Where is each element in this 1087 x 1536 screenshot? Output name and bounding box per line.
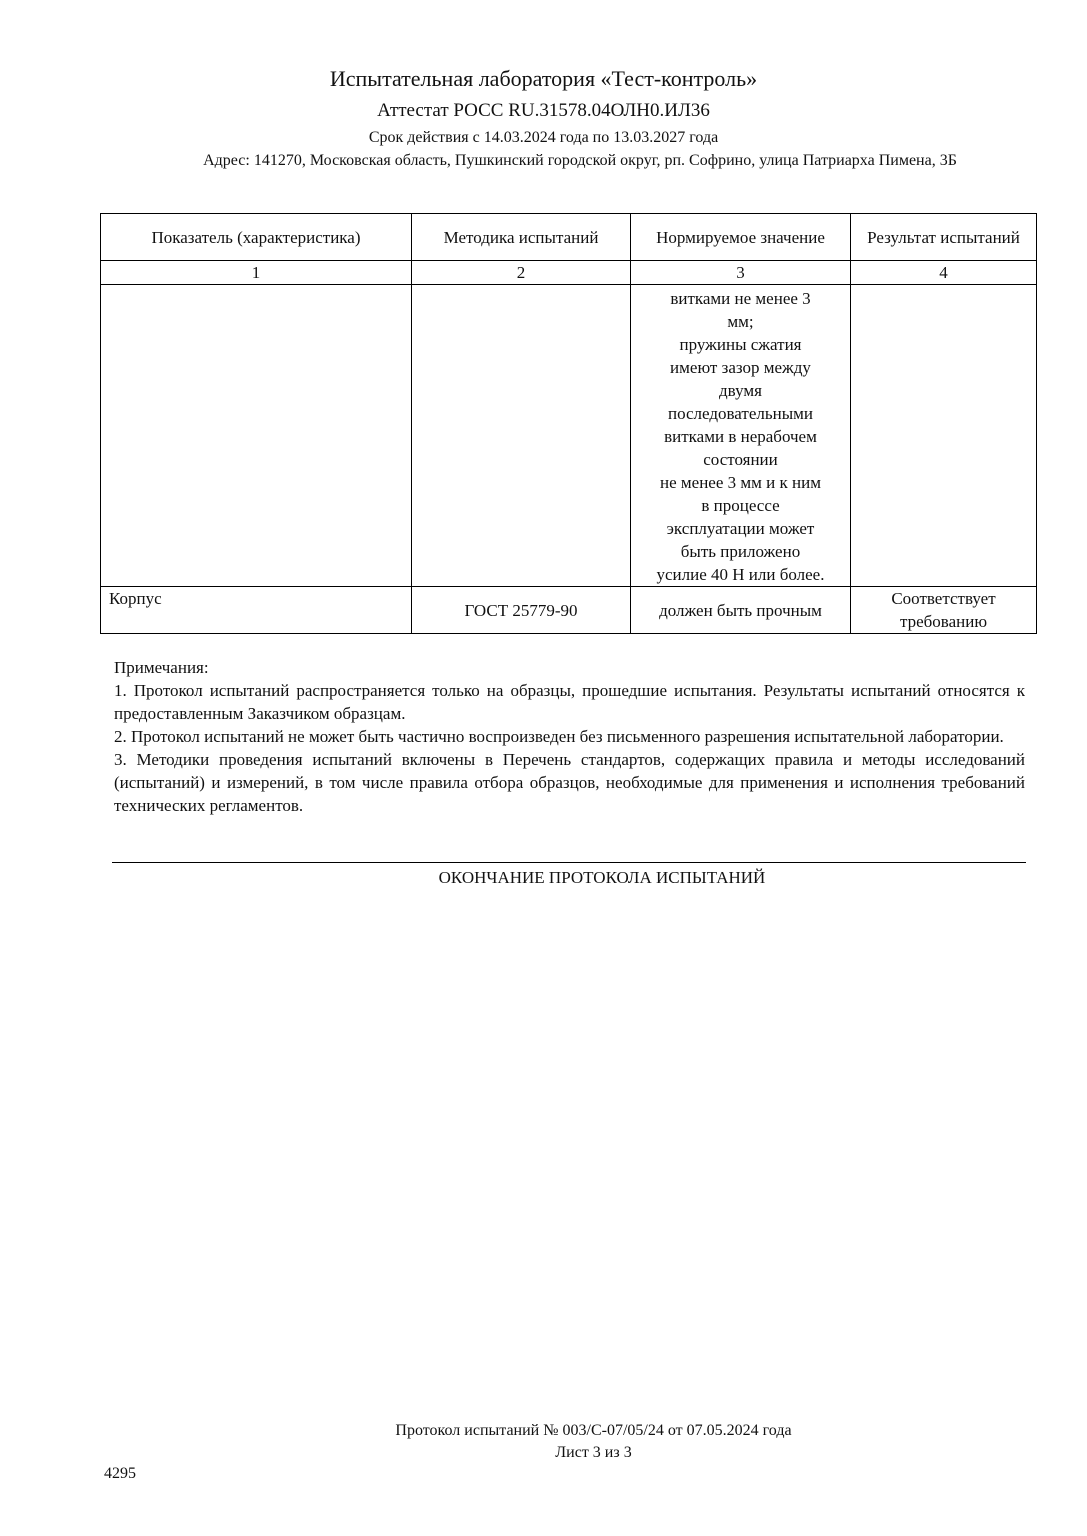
notes-section [114, 656, 1025, 817]
results-table [100, 213, 1037, 634]
divider [112, 862, 1026, 863]
norm-cell: должен быть прочным [631, 587, 851, 634]
norm-line: мм; [727, 312, 754, 331]
footer-sheet: Лист 3 из 3 [555, 1444, 632, 1461]
method-cell: ГОСТ 25779-90 [412, 587, 631, 634]
norm-line: пружины сжатия [679, 335, 802, 354]
norm-line: последовательными [667, 404, 813, 423]
method-cell [412, 285, 631, 587]
column-header: Нормируемое значение [631, 214, 851, 261]
certificate-validity: Срок действия с 14.03.2024 года по 13.03.2027 года [368, 129, 719, 146]
norm-line: быть приложено [680, 542, 801, 561]
note-item: 1. Протокол испытаний распространяется только на образцы, прошедшие испытания. Результаты испытаний относятся к предоставленным Заказчиком образцам. [114, 681, 1025, 723]
end-of-protocol-title: ОКОНЧАНИЕ ПРОТОКОЛА ИСПЫТАНИЙ [438, 868, 766, 887]
lab-title: Испытательная лаборатория «Тест-контроль» [329, 66, 758, 91]
norm-line: усилие 40 Н или более. [656, 565, 825, 584]
table-row [101, 587, 1037, 634]
norm-cell [631, 285, 851, 587]
column-number: 2 [412, 261, 631, 285]
column-number: 3 [631, 261, 851, 285]
result-cell [851, 285, 1037, 587]
characteristic-cell [101, 285, 412, 587]
note-item: 3. Методики проведения испытаний включены в Перечень стандартов, содержащих правила и методы исследований (испытаний) и измерений, в том числе правила отбора образцов, необходимые для применения и исполнения требований технических регламентов. [114, 750, 1025, 815]
column-header: Показатель (характеристика) [101, 214, 412, 261]
norm-line: витками в нерабочем [664, 427, 817, 446]
norm-line: в процессе [701, 496, 780, 515]
norm-line: эксплуатации может [666, 519, 815, 538]
certificate-number: Аттестат РОСС RU.31578.04ОЛН0.ИЛ36 [377, 100, 710, 121]
column-header: Результат испытаний [851, 214, 1037, 261]
norm-line: двумя [719, 381, 762, 400]
column-number: 4 [851, 261, 1037, 285]
characteristic-cell: Корпус [101, 587, 412, 634]
column-number: 1 [101, 261, 412, 285]
norm-line: не менее 3 мм и к ним [660, 473, 821, 492]
result-cell: Соответствует требованию [851, 587, 1037, 634]
norm-line: витками не менее 3 [670, 289, 811, 308]
footer-protocol: Протокол испытаний № 003/С-07/05/24 от 07.05.2024 года [395, 1422, 792, 1439]
norm-line: состоянии [703, 450, 778, 469]
column-number-row [101, 261, 1037, 285]
lab-address: Адрес: 141270, Московская область, Пушкинский городской округ, рп. Софрино, улица Патриарха Пимена, 3Б [203, 152, 957, 169]
page-code: 4295 [104, 1465, 136, 1482]
notes-title: Примечания: [114, 658, 209, 677]
table-header-row [101, 214, 1037, 261]
table-row [101, 285, 1037, 587]
note-item: 2. Протокол испытаний не может быть частично воспроизведен без письменного разрешения испытательной лаборатории. [114, 727, 1004, 746]
norm-line: имеют зазор между [670, 358, 811, 377]
column-header: Методика испытаний [412, 214, 631, 261]
